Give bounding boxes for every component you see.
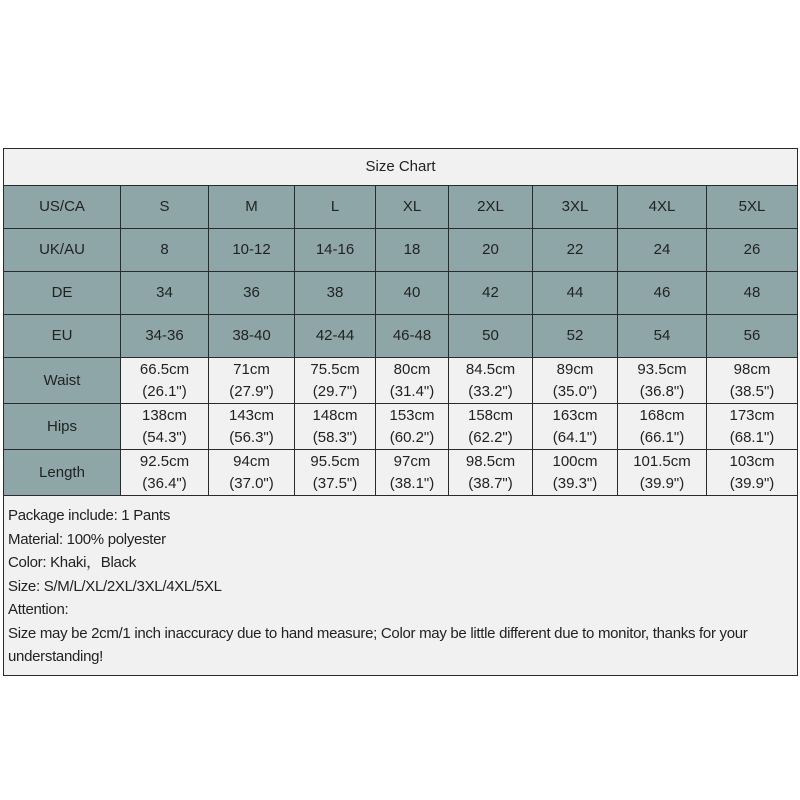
size-cell: 50 bbox=[449, 315, 533, 358]
size-cell: L bbox=[295, 186, 376, 229]
size-conversion-row bbox=[4, 186, 798, 229]
size-cell: XL bbox=[376, 186, 449, 229]
inch-value: (38.7") bbox=[468, 474, 513, 492]
inch-value: (36.4") bbox=[142, 474, 187, 492]
size-cell: 4XL bbox=[618, 186, 707, 229]
notes-row bbox=[4, 496, 798, 676]
inch-value: (38.1") bbox=[389, 474, 435, 492]
cm-value: 80cm bbox=[393, 360, 431, 378]
size-cell: 34-36 bbox=[121, 315, 209, 358]
size-cell: 36 bbox=[209, 272, 295, 315]
inch-value: (62.2") bbox=[468, 428, 513, 446]
note-line: Size may be 2cm/1 inch inaccuracy due to hand measure; Color may be little different due to monitor, thanks for your understanding! bbox=[8, 624, 748, 665]
cm-value: 173cm bbox=[729, 406, 775, 424]
measurement-cell bbox=[449, 358, 533, 404]
inch-value: (39.3") bbox=[552, 474, 598, 492]
measurement-cell bbox=[707, 358, 798, 404]
measurement-row bbox=[4, 404, 798, 450]
size-chart-table bbox=[3, 148, 798, 676]
size-cell: 54 bbox=[618, 315, 707, 358]
measurement-row bbox=[4, 358, 798, 404]
measurement-cell bbox=[376, 450, 449, 496]
cm-value: 66.5cm bbox=[139, 360, 190, 378]
inch-value: (60.2") bbox=[389, 428, 435, 446]
size-cell: 56 bbox=[707, 315, 798, 358]
measurement-cell bbox=[121, 358, 209, 404]
size-cell: 20 bbox=[449, 229, 533, 272]
cm-value: 94cm bbox=[233, 452, 270, 470]
size-conversion-row bbox=[4, 315, 798, 358]
cm-value: 100cm bbox=[552, 452, 598, 470]
cm-value: 95.5cm bbox=[310, 452, 360, 470]
cm-value: 138cm bbox=[141, 406, 188, 424]
cm-value: 89cm bbox=[556, 360, 594, 378]
row-label: Length bbox=[4, 450, 121, 496]
size-cell: 40 bbox=[376, 272, 449, 315]
size-cell: 2XL bbox=[449, 186, 533, 229]
measurement-cell bbox=[618, 404, 707, 450]
measurement-cell bbox=[295, 450, 376, 496]
row-label: DE bbox=[4, 272, 121, 315]
size-cell: 48 bbox=[707, 272, 798, 315]
note-line: Attention: bbox=[8, 601, 69, 618]
measurement-cell bbox=[376, 358, 449, 404]
measurement-cell bbox=[209, 404, 295, 450]
measurement-cell bbox=[449, 450, 533, 496]
inch-value: (66.1") bbox=[639, 428, 685, 446]
size-cell: 42-44 bbox=[295, 315, 376, 358]
size-cell: S bbox=[121, 186, 209, 229]
title-row bbox=[4, 149, 798, 186]
size-cell: 46-48 bbox=[376, 315, 449, 358]
note-line: Color: Khaki，Black bbox=[8, 554, 136, 571]
measurement-cell bbox=[121, 404, 209, 450]
measurement-cell bbox=[707, 404, 798, 450]
inch-value: (37.5") bbox=[312, 474, 358, 492]
measurement-cell bbox=[209, 358, 295, 404]
cm-value: 92.5cm bbox=[139, 452, 190, 470]
inch-value: (56.3") bbox=[229, 428, 274, 446]
size-cell: 44 bbox=[533, 272, 618, 315]
size-cell: 18 bbox=[376, 229, 449, 272]
size-cell: 5XL bbox=[707, 186, 798, 229]
cm-value: 101.5cm bbox=[633, 452, 691, 470]
size-conversion-row bbox=[4, 229, 798, 272]
cm-value: 97cm bbox=[393, 452, 431, 470]
inch-value: (29.7") bbox=[312, 382, 358, 400]
size-cell: 26 bbox=[707, 229, 798, 272]
measurement-cell bbox=[209, 450, 295, 496]
measurement-cell bbox=[121, 450, 209, 496]
cm-value: 84.5cm bbox=[465, 360, 516, 378]
note-line: Material: 100% polyester bbox=[8, 530, 166, 548]
inch-value: (58.3") bbox=[312, 428, 358, 446]
cm-value: 98cm bbox=[733, 360, 771, 378]
measurement-cell bbox=[533, 450, 618, 496]
size-cell: 42 bbox=[449, 272, 533, 315]
cm-value: 103cm bbox=[729, 452, 775, 470]
cm-value: 163cm bbox=[552, 406, 598, 424]
measurement-cell bbox=[449, 404, 533, 450]
measurement-cell bbox=[376, 404, 449, 450]
inch-value: (64.1") bbox=[552, 428, 598, 446]
size-cell: 34 bbox=[121, 272, 209, 315]
inch-value: (54.3") bbox=[142, 428, 187, 446]
size-cell: 14-16 bbox=[295, 229, 376, 272]
size-cell: 10-12 bbox=[209, 229, 295, 272]
cm-value: 71cm bbox=[233, 360, 270, 378]
row-label: EU bbox=[4, 315, 121, 358]
row-label: Hips bbox=[4, 404, 121, 450]
product-notes bbox=[4, 496, 798, 676]
inch-value: (35.0") bbox=[552, 382, 598, 400]
inch-value: (37.0") bbox=[229, 474, 274, 492]
cm-value: 148cm bbox=[312, 406, 358, 424]
measurement-cell bbox=[618, 358, 707, 404]
note-line: Size: S/M/L/XL/2XL/3XL/4XL/5XL bbox=[8, 577, 222, 595]
cm-value: 143cm bbox=[228, 406, 275, 424]
measurement-cell bbox=[295, 404, 376, 450]
measurement-cell bbox=[533, 358, 618, 404]
inch-value: (39.9") bbox=[639, 474, 685, 492]
cm-value: 168cm bbox=[639, 406, 685, 424]
size-cell: 8 bbox=[121, 229, 209, 272]
size-cell: 24 bbox=[618, 229, 707, 272]
inch-value: (36.8") bbox=[639, 382, 685, 400]
cm-value: 153cm bbox=[389, 406, 435, 424]
size-cell: 22 bbox=[533, 229, 618, 272]
inch-value: (31.4") bbox=[389, 382, 435, 400]
size-cell: M bbox=[209, 186, 295, 229]
size-cell: 38 bbox=[295, 272, 376, 315]
measurement-cell bbox=[707, 450, 798, 496]
row-label: Waist bbox=[4, 358, 121, 404]
measurement-cell bbox=[618, 450, 707, 496]
measurement-cell bbox=[295, 358, 376, 404]
note-line: Package include: 1 Pants bbox=[8, 507, 171, 524]
size-cell: 52 bbox=[533, 315, 618, 358]
cm-value: 158cm bbox=[467, 406, 514, 424]
chart-title: Size Chart bbox=[4, 149, 798, 186]
inch-value: (26.1") bbox=[142, 382, 187, 400]
size-conversion-row bbox=[4, 272, 798, 315]
row-label: UK/AU bbox=[4, 229, 121, 272]
size-cell: 46 bbox=[618, 272, 707, 315]
size-cell: 38-40 bbox=[209, 315, 295, 358]
inch-value: (39.9") bbox=[729, 474, 775, 492]
cm-value: 93.5cm bbox=[637, 360, 687, 378]
size-cell: 3XL bbox=[533, 186, 618, 229]
row-label: US/CA bbox=[4, 186, 121, 229]
inch-value: (68.1") bbox=[729, 428, 775, 446]
cm-value: 98.5cm bbox=[465, 452, 516, 470]
cm-value: 75.5cm bbox=[310, 360, 360, 378]
measurement-cell bbox=[533, 404, 618, 450]
inch-value: (38.5") bbox=[729, 382, 775, 400]
inch-value: (33.2") bbox=[468, 382, 513, 400]
inch-value: (27.9") bbox=[229, 382, 274, 400]
measurement-row bbox=[4, 450, 798, 496]
